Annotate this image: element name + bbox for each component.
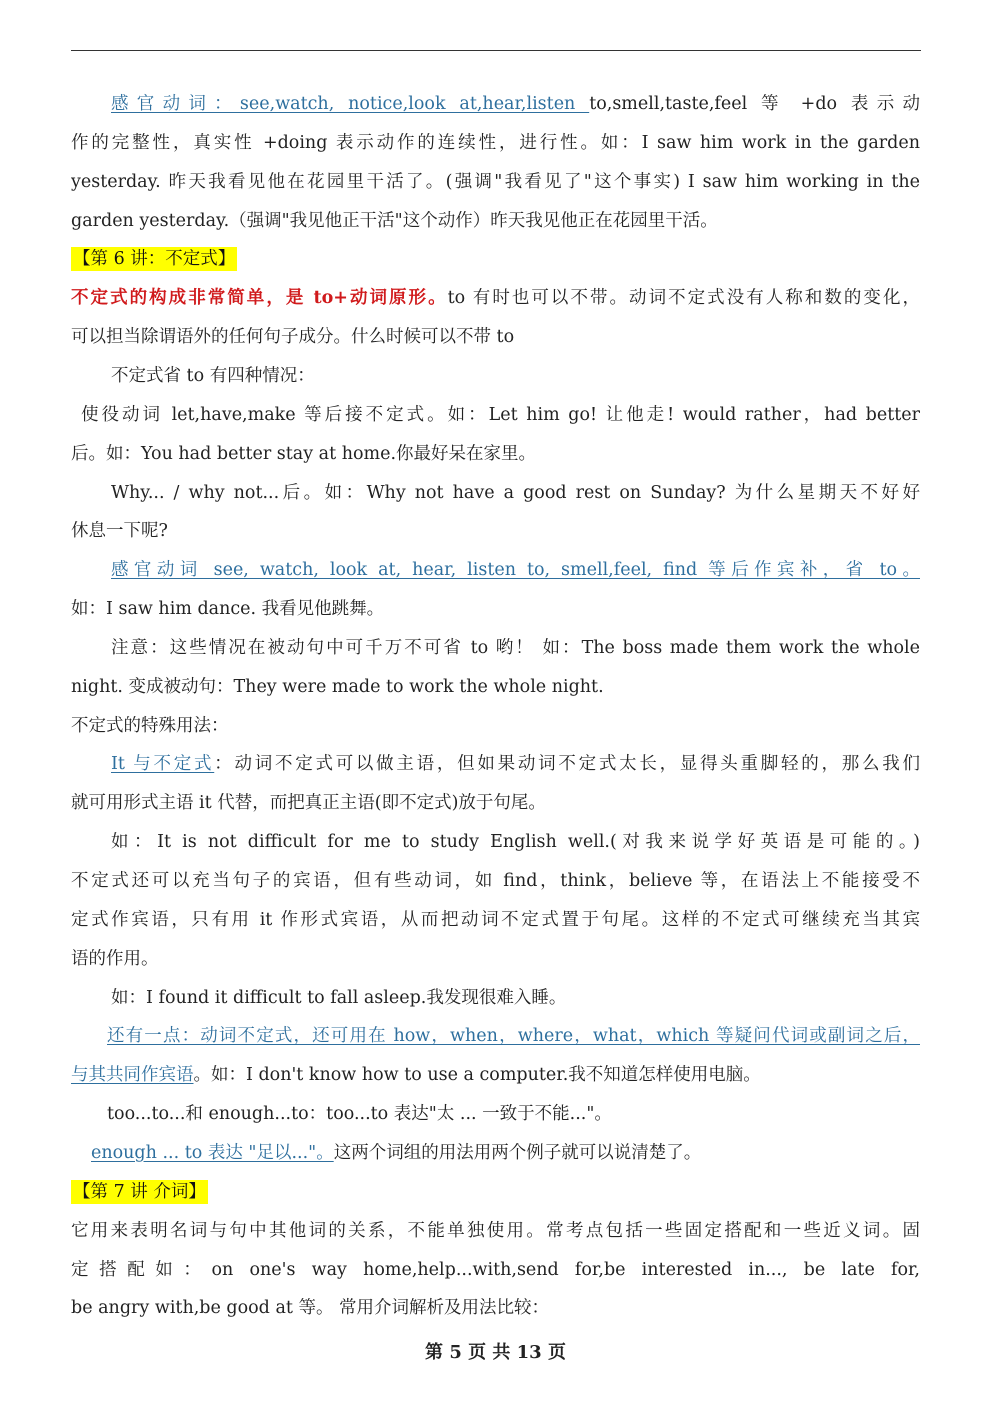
text-line: [107, 1100, 920, 1128]
text-segment: 定搭配如：on one's way home,help...with,send for,be interested in..., be late for,: [71, 1259, 920, 1280]
text-line: [107, 1022, 920, 1050]
section-title: 【第 6 讲：不定式】: [73, 249, 236, 270]
text-line: [71, 673, 920, 701]
text-line: [111, 90, 920, 118]
text-segment: ：动词不定式可以做主语，但如果动词不定式太长，显得头重脚轻的，那么我们: [214, 754, 920, 775]
text-line: [71, 284, 920, 312]
text-line: [71, 1256, 920, 1284]
highlighted-phrase: 感官动词：see,watch, notice,look at,hear,listen: [111, 94, 590, 114]
text-line: [71, 1061, 920, 1089]
text-segment: night. 变成被动句：They were made to work the whole night.: [71, 676, 604, 697]
text-line: [111, 634, 920, 662]
text-segment: 如：I found it difficult to fall asleep.我发现很难入睡。: [111, 987, 567, 1008]
highlighted-phrase: 与其共同作宾语: [71, 1065, 194, 1086]
text-segment: 如：I saw him dance. 我看见他跳舞。: [71, 599, 385, 620]
text-segment: 定式作宾语，只有用 it 作形式宾语，从而把动词不定式置于句尾。这样的不定式可继续充当其宾: [71, 909, 920, 930]
text-line: [71, 906, 920, 934]
text-segment: 可以担当除谓语外的任何句子成分。什么时候可以不带 to: [71, 327, 515, 348]
text-segment: too...to...和 enough...to：too...to 表达"太 ... 一致于不能..."。: [107, 1104, 612, 1125]
highlighted-phrase: 感官动词 see, watch, look at, hear, listen to, smell,feel, find 等后作宾补，省 to。: [111, 560, 920, 581]
text-line: [111, 828, 920, 856]
text-segment: 如：It is not difficult for me to study English well.(对我来说学好英语是可能的。): [111, 832, 920, 853]
section-heading: [71, 1178, 920, 1206]
emphasis-text: 不定式的构成非常简单，是 to+动词原形。: [71, 288, 448, 309]
text-segment: to,smell,taste,feel 等 +do 表示动: [589, 94, 920, 114]
text-segment: be angry with,be good at 等。 常用介词解析及用法比较：: [71, 1298, 550, 1319]
text-line: [71, 945, 920, 973]
text-line: [71, 712, 920, 740]
header-rule: [71, 50, 921, 51]
page-number: 第 5 页 共 13 页: [425, 1342, 566, 1363]
text-line: [111, 750, 920, 778]
section-title: 【第 7 讲 介词】: [73, 1181, 206, 1202]
text-segment: 就可用形式主语 it 代替，而把真正主语(即不定式)放于句尾。: [71, 793, 546, 814]
text-segment: Why... / why not...后。如：Why not have a good rest on Sunday? 为什么星期天不好好: [111, 482, 920, 503]
text-segment: 它用来表明名词与句中其他词的关系，不能单独使用。常考点包括一些固定搭配和一些近义词。固: [71, 1220, 920, 1241]
text-segment: garden yesterday.（强调"我见他正干活"这个动作）昨天我见他正在花园里干活。: [71, 210, 718, 231]
highlighted-phrase: It 与不定式: [111, 754, 215, 775]
text-line: [71, 789, 920, 817]
text-segment: 作的完整性，真实性 +doing 表示动作的连续性，进行性。如：I saw him work in the garden: [71, 132, 920, 153]
text-segment: 不定式省 to 有四种情况：: [111, 365, 315, 386]
text-segment: yesterday. 昨天我看见他在花园里干活了。(强调"我看见了"这个事实) I saw him working in the: [71, 171, 920, 192]
text-segment: 后。如：You had better stay at home.你最好呆在家里。: [71, 443, 537, 464]
text-line: [71, 129, 920, 157]
text-line: [71, 595, 920, 623]
text-line: [81, 401, 920, 429]
text-line: [111, 556, 920, 584]
text-segment: 不定式还可以充当句子的宾语，但有些动词，如 find，think，believe 等，在语法上不能接受不: [71, 871, 920, 891]
text-line: [71, 323, 920, 351]
text-line: [71, 1294, 920, 1322]
text-segment: 注意：这些情况在被动句中可千万不可省 to 哟！ 如：The boss made them work the whole: [111, 637, 920, 658]
text-line: [71, 207, 920, 235]
text-segment: 语的作用。: [71, 948, 159, 969]
text-segment: 不定式的特殊用法：: [71, 715, 229, 736]
highlighted-phrase: enough ... to 表达 "足以..."。: [91, 1142, 334, 1163]
text-segment: 使役动词 let,have,make 等后接不定式。如：Let him go! 让他走! would rather，had better: [81, 404, 920, 425]
text-line: [71, 867, 920, 895]
section-heading: [71, 245, 920, 273]
text-line: [71, 440, 920, 468]
text-line: [71, 168, 920, 196]
highlighted-phrase: 还有一点：动词不定式，还可用在 how，when，where，what，which 等疑问代词或副词之后，: [107, 1026, 920, 1047]
text-line: [111, 479, 920, 507]
text-segment: to 有时也可以不带。动词不定式没有人称和数的变化，: [447, 288, 920, 309]
text-segment: 休息一下呢?: [71, 521, 168, 542]
text-line: [71, 517, 920, 545]
text-segment: 。如：I don't know how to use a computer.我不知道怎样使用电脑。: [193, 1065, 761, 1086]
text-line: [91, 1139, 920, 1167]
text-segment: 这两个词组的用法用两个例子就可以说清楚了。: [333, 1142, 702, 1163]
text-line: [71, 1217, 920, 1245]
text-line: [111, 362, 920, 390]
text-line: [111, 984, 920, 1012]
